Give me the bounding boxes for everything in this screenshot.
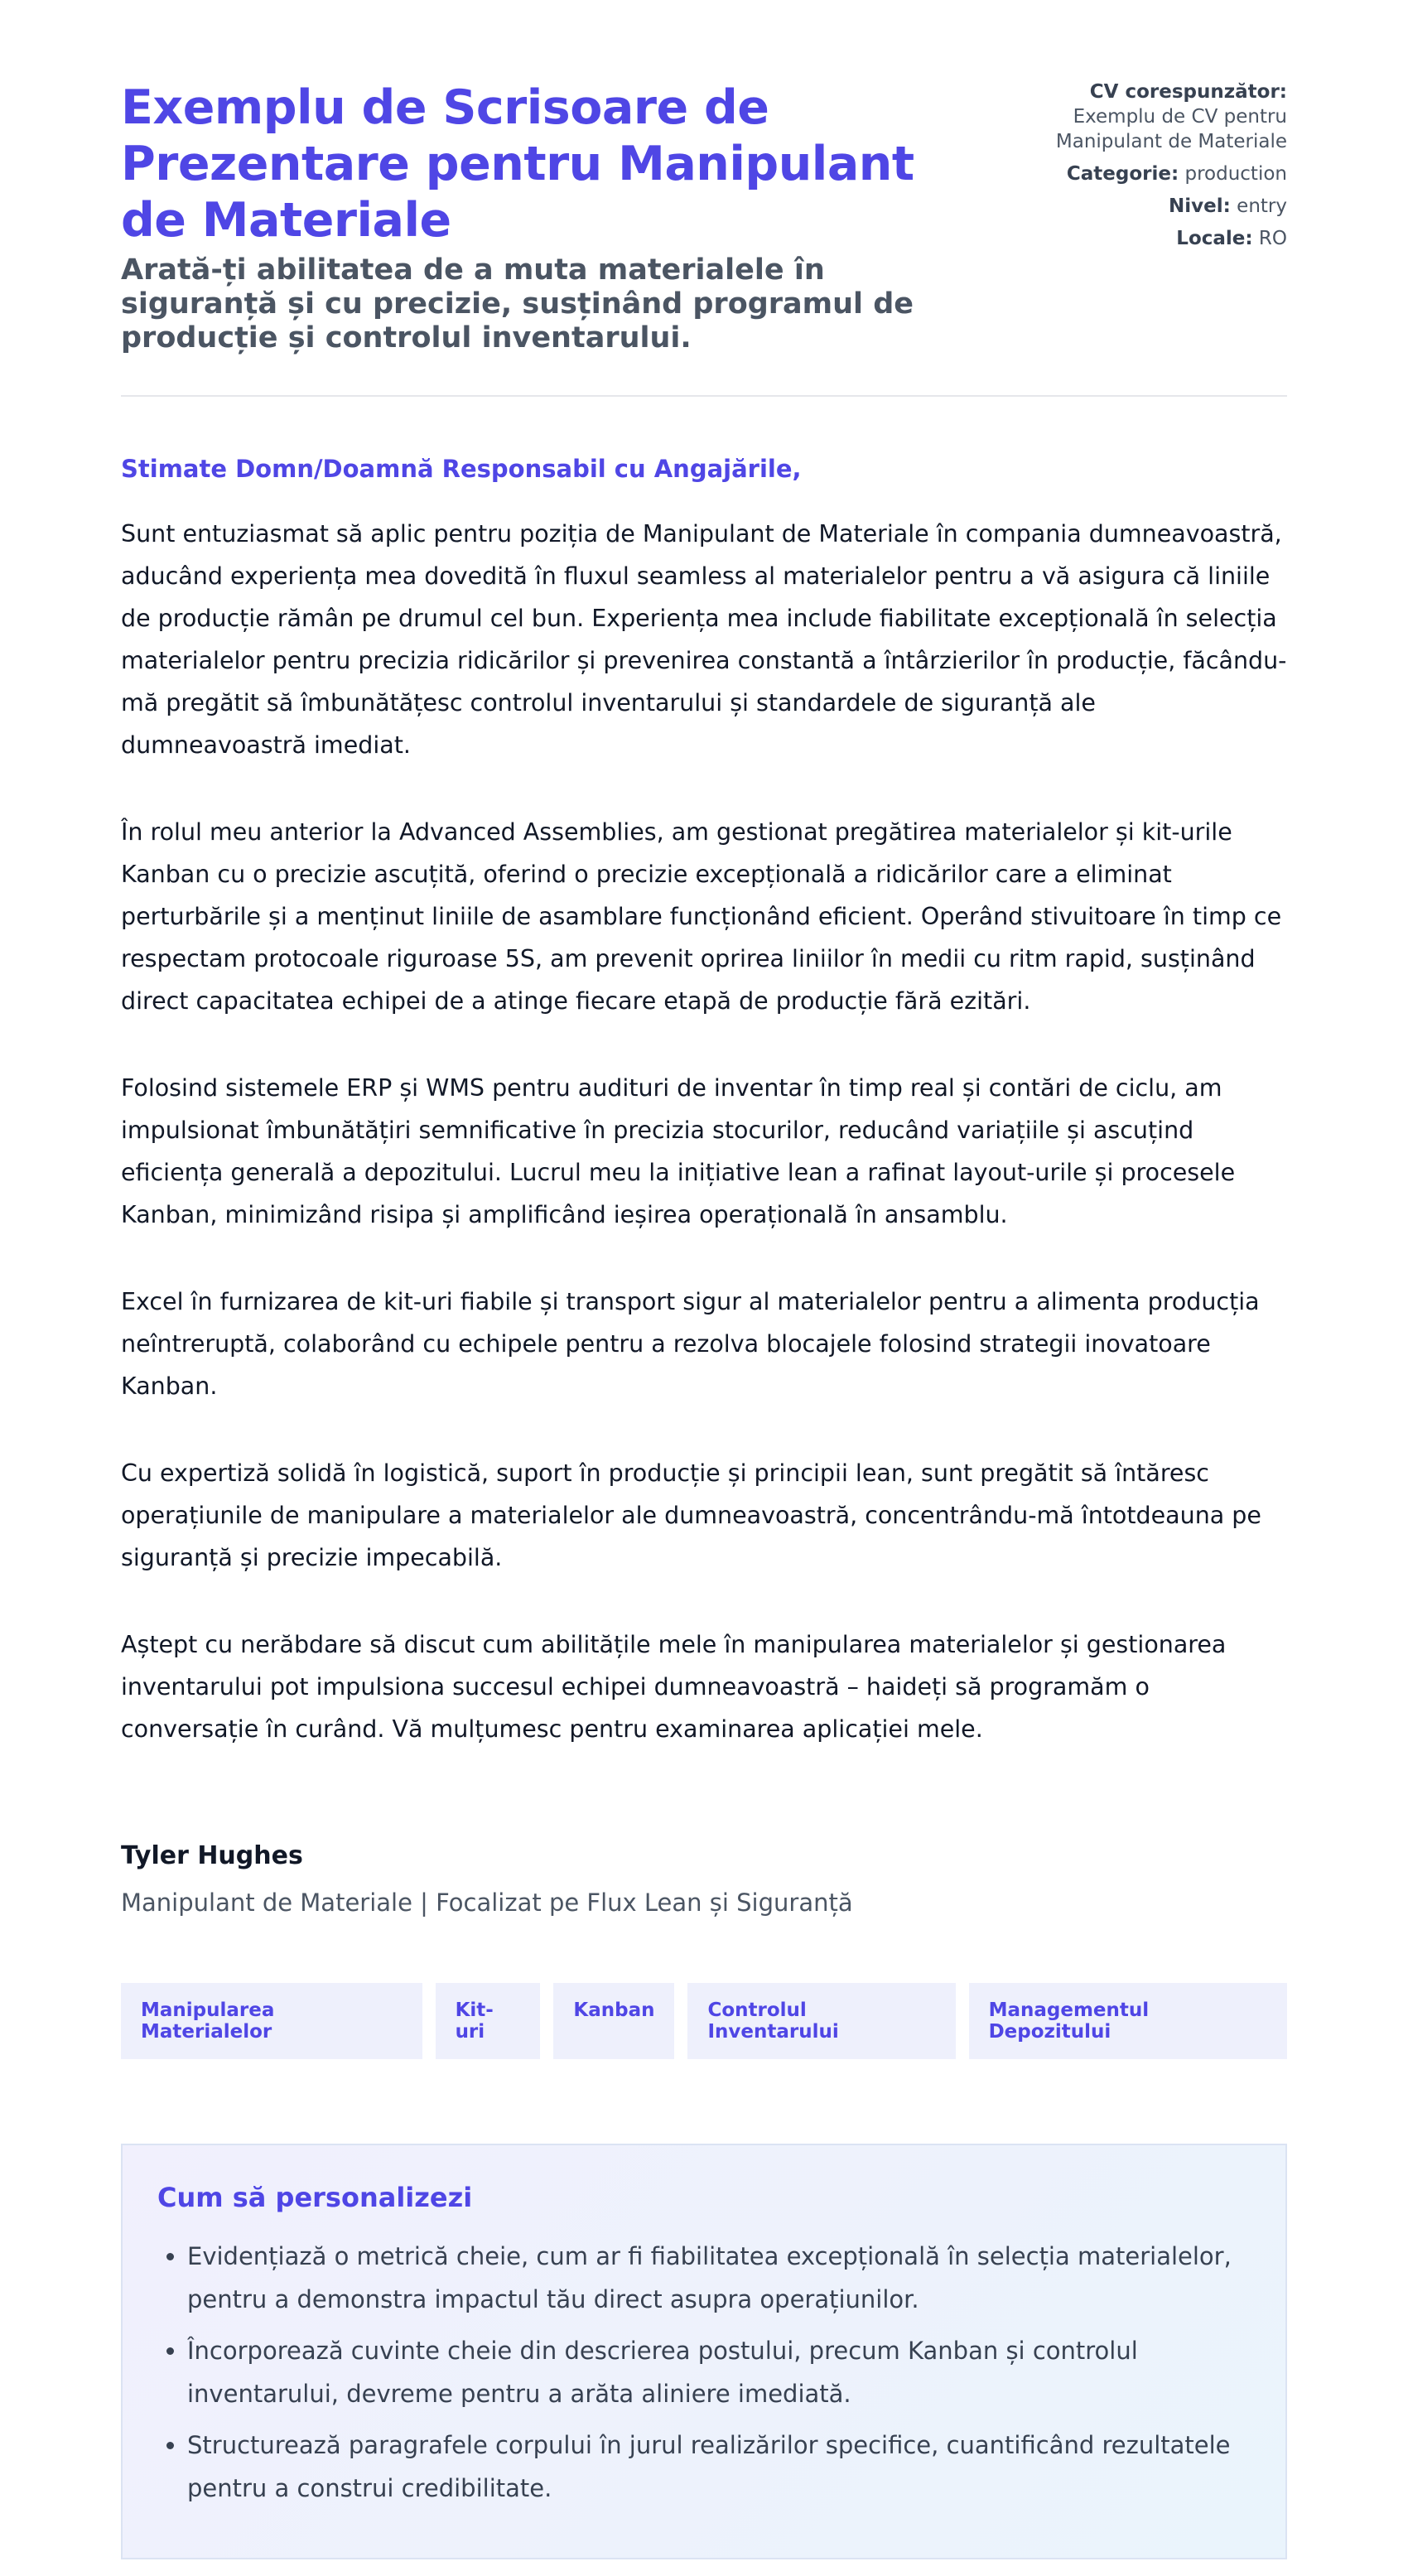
cover-letter-page xyxy=(121,0,1287,2559)
signature-block xyxy=(121,1841,1287,1917)
meta-cv-key: CV corespunzător: xyxy=(1089,81,1287,103)
letter-paragraph: Aștept cu nerăbdare să discut cum abilitățile mele în manipularea materialelor și gestionarea inventarului pot impulsiona succesul echipei dumneavoastră – haideți să programăm o conversație în curând. Vă mulțumesc pentru examinarea aplicației mele. xyxy=(121,1631,1227,1743)
skill-tag[interactable]: Managementul Depozitului xyxy=(969,1983,1287,2059)
title-block xyxy=(121,80,966,355)
letter-body xyxy=(121,513,1287,1750)
tips-item: • Evidențiază o metrică cheie, cum ar fi fiabilitatea excepțională în selecția materialelor, pentru a demonstra impactul tău direct asupra operațiunilor. xyxy=(187,2235,1251,2321)
letter-paragraph: Cu expertiză solidă în logistică, suport în producție și principii lean, sunt pregătit să întăresc operațiunile de manipulare a materialelor ale dumneavoastră, concentrându-mă întotdeauna pe siguranță și precizie impecabilă. xyxy=(121,1459,1261,1571)
meta-category-value: production xyxy=(1184,163,1287,185)
letter-paragraph: În rolul meu anterior la Advanced Assemblies, am gestionat pregătirea materialelor și kit-urile Kanban cu o precizie ascuțită, oferind o precizie excepțională a ridicărilor care a eliminat perturbările și a menținut liniile de asamblare funcționând eficient. Operând stivuitoare în timp ce respectam protocoale riguroase 5S, am prevenit oprirea liniilor în medii cu ritm rapid, susținând direct capacitatea echipei de a atinge fiecare etapă de producție fără ezitări. xyxy=(121,818,1282,1015)
letter-paragraph: Sunt entuziasmat să aplic pentru poziția de Manipulant de Materiale în compania dumneavoastră, aducând experiența mea dovedită în fluxul seamless al materialelor pentru a vă asigura că liniile de producție rămân pe drumul cel bun. Experiența mea include fiabilitate excepțională în selecția materialelor pentru precizia ridicărilor și prevenirea constantă a întârzierilor în producție, făcându-mă pregătit să îmbunătățesc controlul inventarului și standardele de siguranță ale dumneavoastră imediat. xyxy=(121,520,1287,759)
tips-item: • Structurează paragrafele corpului în jurul realizărilor specifice, cuantificând rezultatele pentru a construi credibilitate. xyxy=(187,2424,1251,2510)
page-header xyxy=(121,80,1287,397)
page-title: Exemplu de Scrisoare de Prezentare pentru Manipulant de Materiale xyxy=(121,80,914,248)
tips-title: Cum să personalizezi xyxy=(157,2182,473,2213)
tips-list xyxy=(157,2235,1251,2510)
letter-salutation: Stimate Domn/Doamnă Responsabil cu Angajările, xyxy=(121,455,802,483)
skill-tag[interactable]: Kanban xyxy=(553,1983,674,2059)
meta-cv-link[interactable]: Exemplu de CV pentru Manipulant de Materiale xyxy=(1055,106,1287,152)
customize-tips-box xyxy=(121,2144,1287,2559)
meta-locale-key: Locale: xyxy=(1176,228,1253,249)
skill-tag[interactable]: Manipularea Materialelor xyxy=(121,1983,422,2059)
meta-locale xyxy=(1005,226,1287,251)
meta-locale-value: RO xyxy=(1258,228,1287,249)
meta-level-key: Nivel: xyxy=(1169,195,1231,217)
meta-level xyxy=(1005,194,1287,219)
meta-cv xyxy=(1005,80,1287,154)
signature-name: Tyler Hughes xyxy=(121,1841,303,1870)
page-subtitle: Arată-ți abilitatea de a muta materialele în siguranță și cu precizie, susținând programul de producție și controlul inventarului. xyxy=(121,253,914,355)
letter-paragraph: Folosind sistemele ERP și WMS pentru audituri de inventar în timp real și contări de ciclu, am impulsionat îmbunătățiri semnificative în precizia stocurilor, reducând variațiile și ascuțind eficiența generală a depozitului. Lucrul meu la inițiative lean a rafinat layout-urile și procesele Kanban, minimizând risipa și amplificând ieșirea operațională în ansamblu. xyxy=(121,1074,1236,1228)
meta-category-key: Categorie: xyxy=(1066,163,1179,185)
skill-tag[interactable]: Controlul Inventarului xyxy=(687,1983,955,2059)
meta-panel xyxy=(1005,80,1287,258)
skill-tag[interactable]: Kit-uri xyxy=(436,1983,541,2059)
skill-tags xyxy=(121,1983,1287,2059)
signature-role: Manipulant de Materiale | Focalizat pe Flux Lean și Siguranță xyxy=(121,1889,853,1917)
letter-paragraph: Excel în furnizarea de kit-uri fiabile și transport sigur al materialelor pentru a alimenta producția neîntreruptă, colaborând cu echipele pentru a rezolva blocajele folosind strategii inovatoare Kanban. xyxy=(121,1288,1260,1400)
meta-level-value: entry xyxy=(1237,195,1287,217)
meta-category xyxy=(1005,162,1287,186)
tips-item: • Încorporează cuvinte cheie din descrierea postului, precum Kanban și controlul inventarului, devreme pentru a arăta aliniere imediată. xyxy=(187,2329,1251,2415)
